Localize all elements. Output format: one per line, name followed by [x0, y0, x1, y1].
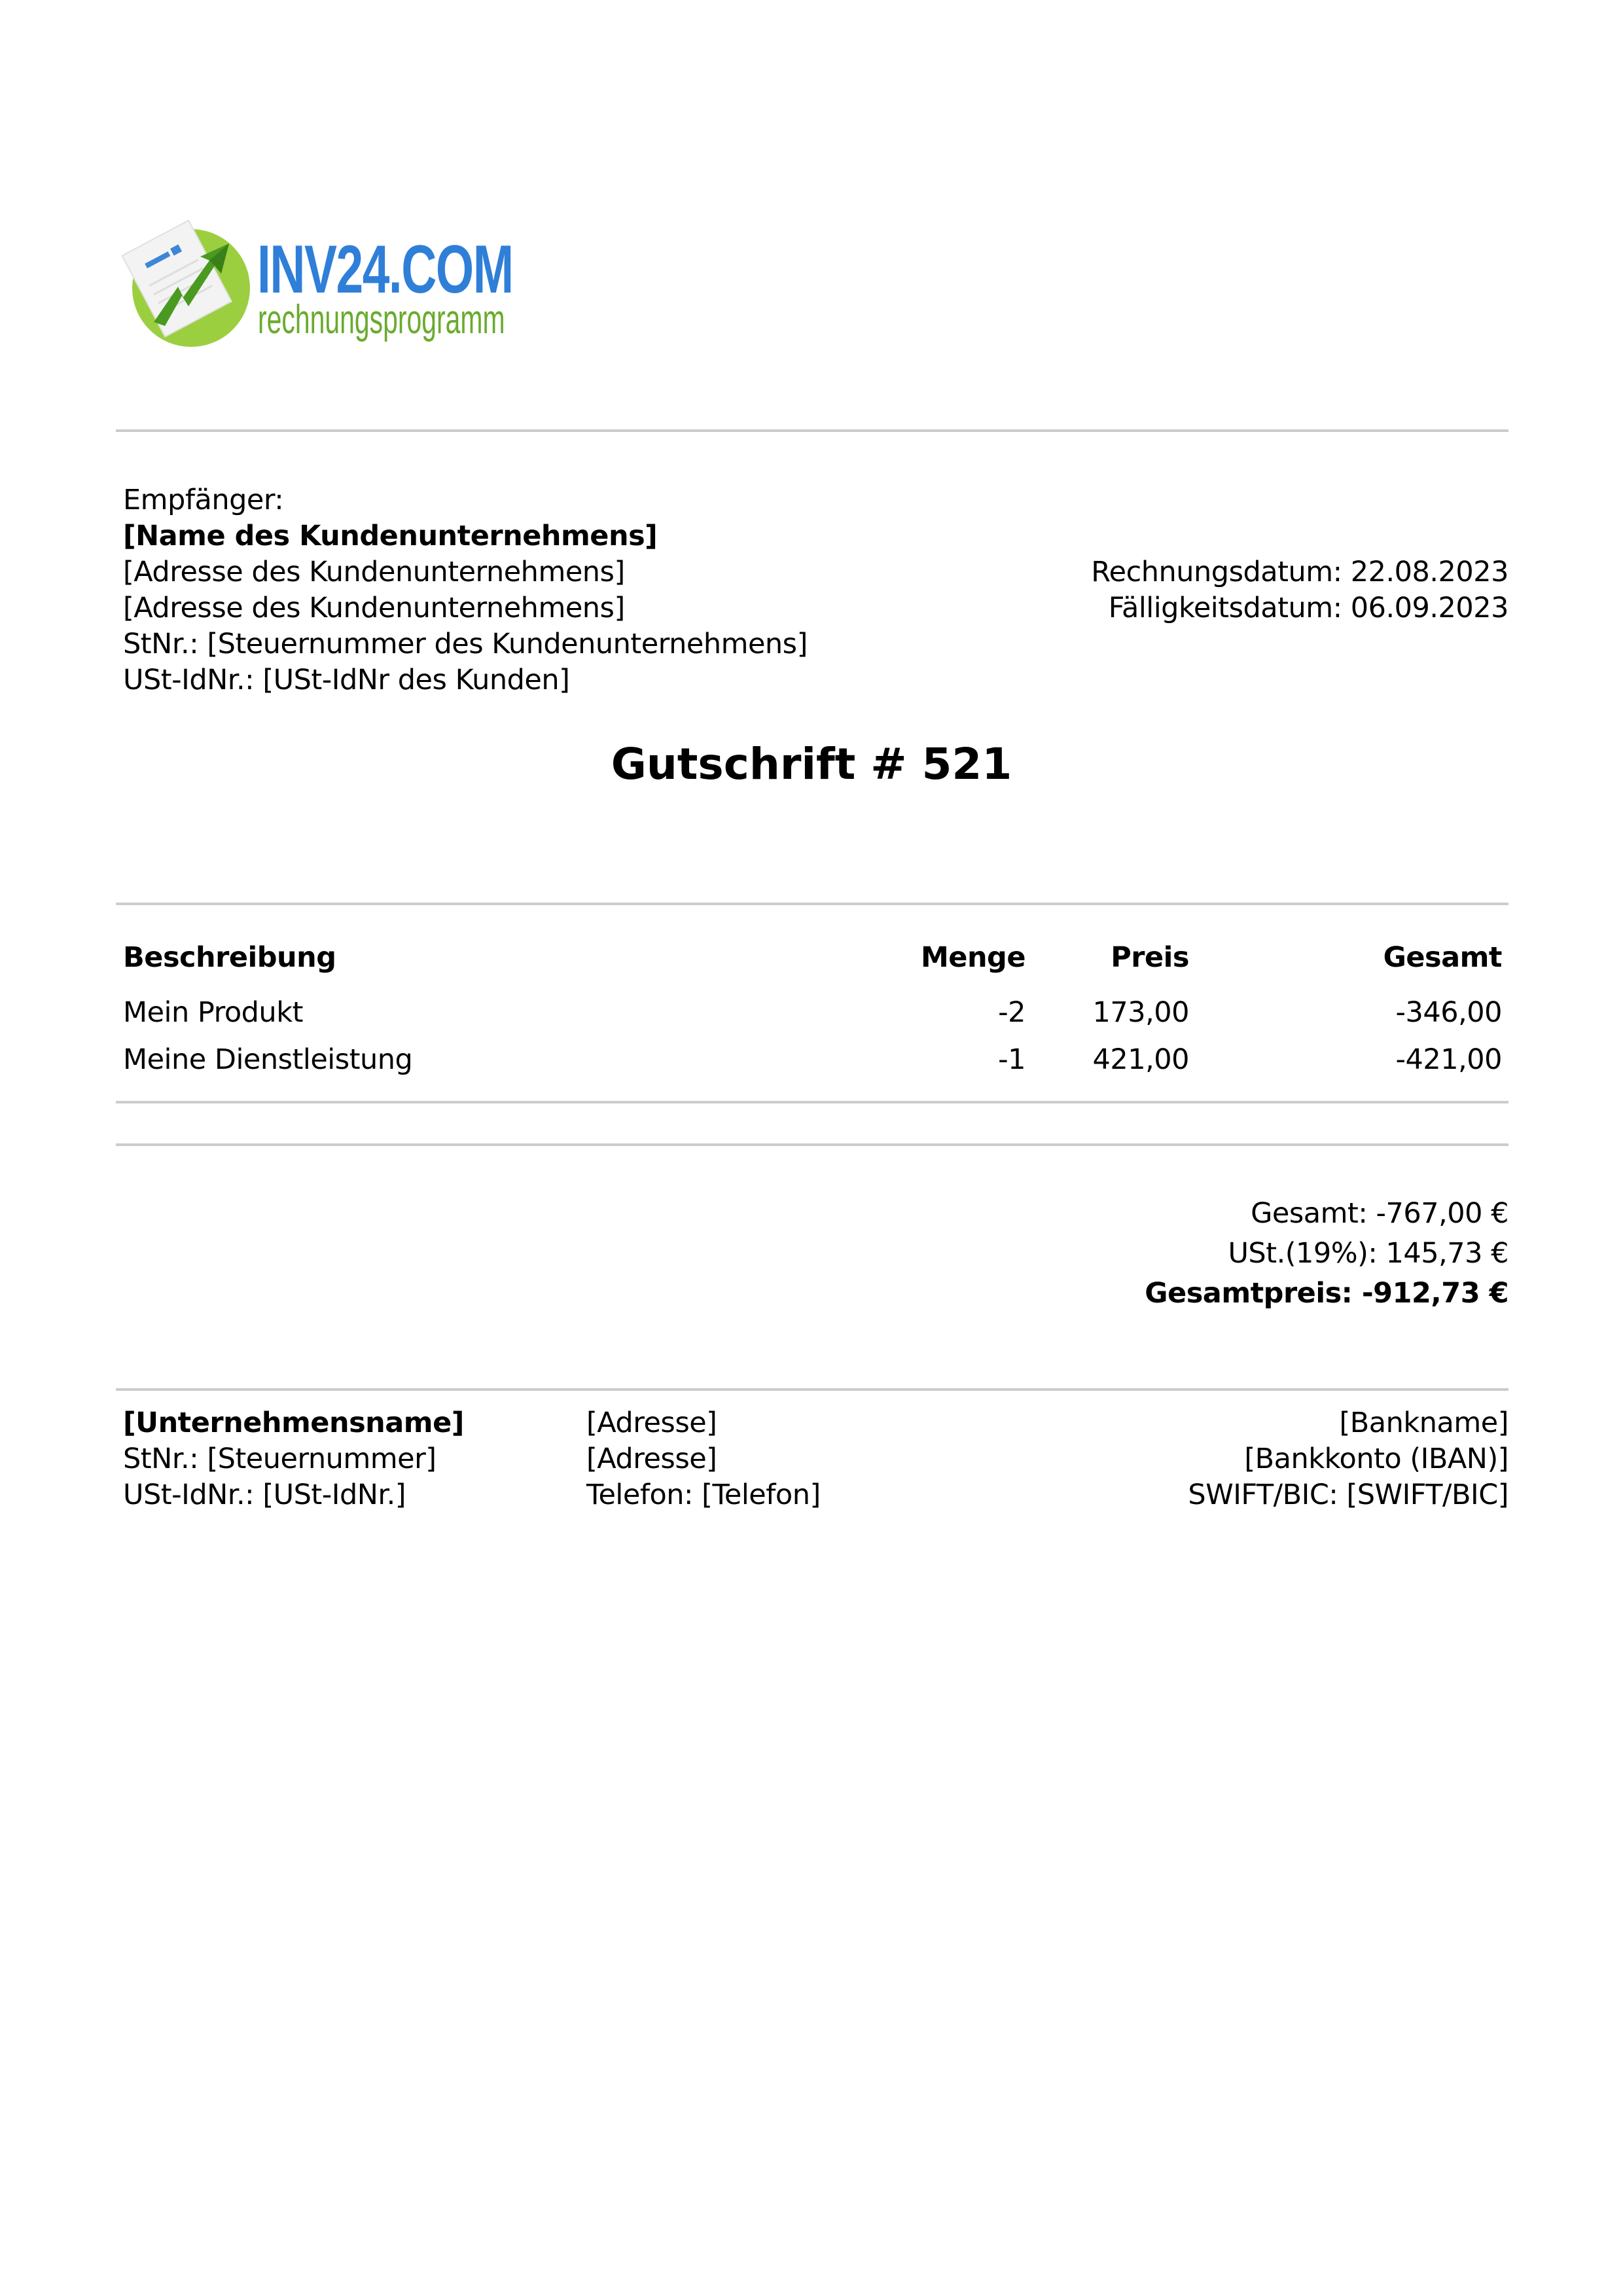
- grand-total: Gesamtpreis: -912,73 €: [1145, 1277, 1508, 1310]
- invoice-growth-icon: [118, 209, 255, 347]
- footer-divider: [116, 1388, 1508, 1391]
- document-title: Gutschrift # 521: [611, 739, 1012, 789]
- item-total: -346,00: [1395, 996, 1502, 1029]
- subtotal: Gesamt: -767,00 €: [1251, 1197, 1508, 1230]
- item-price: 421,00: [1092, 1043, 1189, 1076]
- column-header-price: Preis: [1111, 941, 1189, 974]
- footer-company-name: [Unternehmensname]: [123, 1407, 464, 1439]
- item-quantity: -1: [998, 1043, 1026, 1076]
- header-divider: [116, 429, 1508, 432]
- totals-block: [1145, 1194, 1508, 1314]
- footer-tax-number: StNr.: [Steuernummer]: [123, 1443, 437, 1475]
- footer-company-info: [123, 1405, 464, 1513]
- footer-bank-name: [Bankname]: [1339, 1407, 1508, 1439]
- item-total: -421,00: [1395, 1043, 1502, 1076]
- logo-title: INV24.COM: [257, 232, 513, 308]
- recipient-block: [123, 482, 808, 698]
- recipient-address-line-1: [Adresse des Kundenunternehmens]: [123, 556, 625, 588]
- company-logo: [118, 209, 524, 347]
- table-top-divider: [116, 903, 1508, 905]
- logo-subtitle: rechnungsprogramm: [258, 297, 505, 342]
- column-header-total: Gesamt: [1383, 941, 1502, 974]
- footer-bank-iban: [Bankkonto (IBAN)]: [1244, 1443, 1508, 1475]
- item-price: 173,00: [1092, 996, 1189, 1029]
- footer-vat-id: USt-IdNr.: [USt-IdNr.]: [123, 1479, 406, 1511]
- totals-top-divider: [116, 1143, 1508, 1146]
- recipient-vat-id: USt-IdNr.: [USt-IdNr des Kunden]: [123, 664, 570, 696]
- footer-address-line-2: [Adresse]: [586, 1443, 717, 1475]
- due-date: Fälligkeitsdatum: 06.09.2023: [1108, 592, 1508, 624]
- footer-bank-swift: SWIFT/BIC: [SWIFT/BIC]: [1188, 1479, 1508, 1511]
- column-header-description: Beschreibung: [123, 941, 336, 974]
- recipient-label: Empfänger:: [123, 484, 284, 516]
- recipient-tax-number: StNr.: [Steuernummer des Kundenunternehmens]: [123, 628, 808, 660]
- footer-bank-info: [1188, 1405, 1508, 1513]
- recipient-address-line-2: [Adresse des Kundenunternehmens]: [123, 592, 625, 624]
- footer-phone: Telefon: [Telefon]: [586, 1479, 821, 1511]
- table-row: [123, 995, 1508, 1042]
- items-table: [123, 940, 1508, 1089]
- recipient-company-name: [Name des Kundenunternehmens]: [123, 520, 658, 552]
- table-header-row: [123, 940, 1508, 995]
- table-bottom-divider: [116, 1101, 1508, 1103]
- table-row: [123, 1042, 1508, 1089]
- invoice-date: Rechnungsdatum: 22.08.2023: [1091, 556, 1508, 588]
- dates-block: [1091, 554, 1508, 626]
- vat-amount: USt.(19%): 145,73 €: [1228, 1237, 1508, 1270]
- column-header-quantity: Menge: [920, 941, 1026, 974]
- footer-address-line-1: [Adresse]: [586, 1407, 717, 1439]
- item-quantity: -2: [998, 996, 1026, 1029]
- item-description: Meine Dienstleistung: [123, 1043, 413, 1076]
- footer-contact-info: [586, 1405, 821, 1513]
- item-description: Mein Produkt: [123, 996, 303, 1029]
